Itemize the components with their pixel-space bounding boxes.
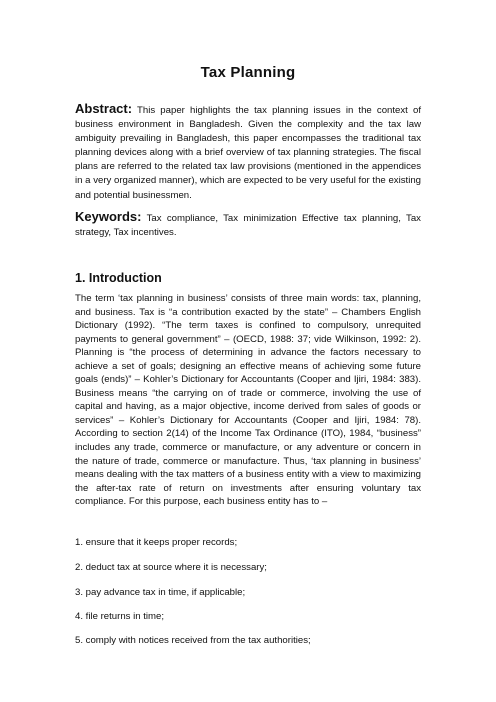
keywords-label: Keywords:: [75, 209, 142, 224]
keywords-paragraph: [75, 210, 421, 240]
list-item: 2. deduct tax at source where it is necessary;: [75, 562, 267, 573]
list-item: 4. file returns in time;: [75, 611, 165, 622]
list-item: 3. pay advance tax in time, if applicable;: [75, 587, 246, 598]
introduction-paragraph: The term ‘tax planning in business’ consists of three main words: tax, planning, and business. Tax is “a contribution exacted by the state” – Chambers English Dictionary (1992). “The term taxes is confined to compulsory, unrequited payments to general government” – (OECD, 1988: 37; vide Wilkinson, 1992: 2). Planning is “the process of determining in advance the factors necessary to achieve a set of goals; designing an effective means of achieving some future goals (ends)” – Kohler’s Dictionary for Accountants (Cooper and Ijiri, 1984: 383). Business means “the carrying on of trade or commerce, involving the use of capital and having, as a major objective, income derived from sales of goods or services” – Kohler’s Dictionary for Accountants (Cooper and Ijiri, 1984: 78). According to section 2(14) of the Income Tax Ordinance (ITO), 1984, “business” includes any trade, commerce or manufacture, or any adventure or concern in the nature of trade, commerce or manufacture. Thus, ‘tax planning in business’ means dealing with the tax matters of a business entity with a view to maximizing the after-tax rate of return on investments after ensuring voluntary tax compliance. For this purpose, each business entity has to –: [75, 293, 421, 508]
paper-title: Tax Planning: [200, 64, 296, 81]
list-item: 1. ensure that it keeps proper records;: [75, 537, 238, 548]
abstract-label: Abstract:: [75, 101, 133, 116]
section-heading-introduction: 1. Introduction: [75, 271, 162, 285]
abstract-text: This paper highlights the tax planning issues in the context of business environment in Bangladesh. Given the complexity and the tax law ambiguity prevailing in Bangladesh, this paper encompasses the traditional tax planning devices along with a brief overview of tax planning strategies. The fiscal plans are referred to the related tax law provisions (mentioned in the appendices in a very organized manner), which are expected to be very useful for the existing and potential businessmen.: [75, 105, 421, 201]
list-item: 5. comply with notices received from the tax authorities;: [75, 635, 311, 646]
abstract-paragraph: [75, 102, 421, 203]
keywords-text: Tax compliance, Tax minimization Effective tax planning, Tax strategy, Tax incentives.: [75, 213, 421, 239]
